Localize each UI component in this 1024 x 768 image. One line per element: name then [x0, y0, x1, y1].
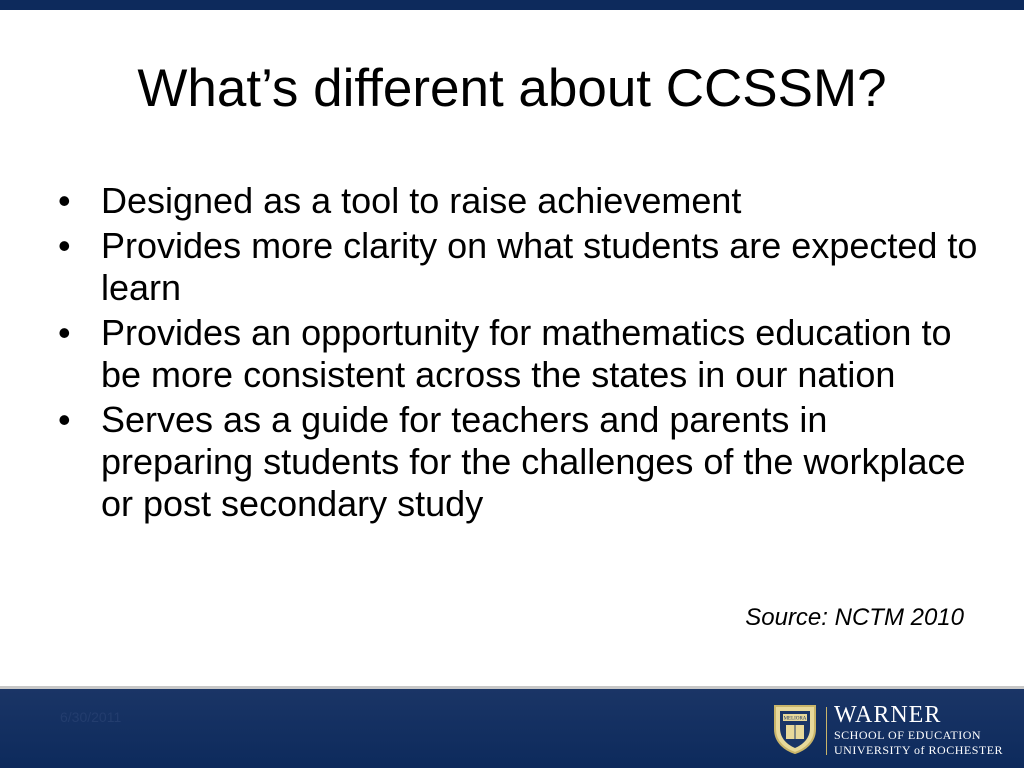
bullet-text: Designed as a tool to raise achievement	[101, 180, 742, 221]
bullet-dot: •	[58, 225, 71, 266]
bullet-item	[58, 312, 988, 396]
footer-bar	[0, 689, 1024, 768]
bullet-item	[58, 225, 988, 309]
bullet-item	[58, 399, 988, 525]
university-crest-icon	[772, 703, 818, 755]
logo-school: SCHOOL OF EDUCATION	[834, 728, 982, 742]
bullet-text: Provides an opportunity for mathematics education to be more consistent across the states in our nation	[101, 312, 952, 395]
crest-motto: MELIORA	[783, 716, 807, 722]
slide-title: What’s different about CCSSM?	[137, 59, 887, 118]
logo-name: WARNER	[834, 702, 942, 728]
source-citation: Source: NCTM 2010	[745, 604, 964, 631]
bullet-item	[58, 180, 988, 222]
top-banner	[0, 0, 1024, 10]
bullet-list	[58, 180, 988, 528]
warner-school-logo	[772, 701, 1012, 761]
bullet-dot: •	[58, 399, 71, 440]
bullet-text: Provides more clarity on what students are expected to learn	[101, 225, 978, 308]
slide-date: 6/30/2011	[60, 709, 122, 725]
logo-wordmark	[834, 703, 1003, 757]
bullet-dot: •	[58, 312, 71, 353]
logo-university: UNIVERSITY of ROCHESTER	[834, 743, 1004, 757]
bullet-text: Serves as a guide for teachers and parents in preparing students for the challenges of the workplace or post secondary study	[101, 399, 966, 524]
bullet-dot: •	[58, 180, 71, 221]
logo-divider	[826, 707, 827, 755]
